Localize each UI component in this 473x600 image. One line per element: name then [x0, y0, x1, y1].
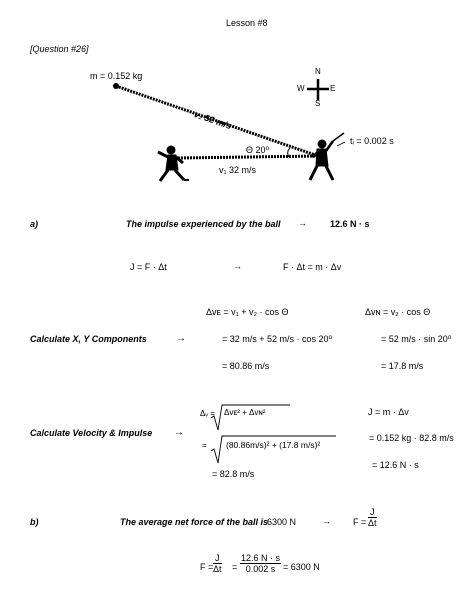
east-result: = 80.86 m/s	[222, 361, 270, 371]
part-b-arrow: →	[322, 516, 331, 526]
v2-label: v₂ 52 m/s	[192, 109, 233, 132]
delta-v-result: = 82.8 m/s	[212, 469, 255, 479]
east-substitution: = 32 m/s + 52 m/s · cos 20⁰	[222, 334, 333, 344]
delta-v-radicand-values: (80.86m/s)² + (17.8 m/s)²	[226, 440, 321, 450]
components-arrow: →	[176, 333, 186, 344]
north-result: = 17.8 m/s	[381, 361, 424, 371]
part-b-letter: b)	[30, 517, 39, 527]
impulse-substitution: = 0.152 kg · 82.8 m/s	[369, 433, 454, 443]
compass-icon	[307, 79, 329, 100]
page-title: Lesson #8	[226, 18, 268, 28]
part-b-value: 6300 N	[267, 517, 297, 527]
components-label: Calculate X, Y Components	[30, 334, 147, 344]
final-fraction-2	[240, 553, 281, 574]
part-a-arrow: →	[298, 218, 307, 228]
pitcher-icon	[158, 146, 189, 181]
impulse-formula: J = F · Δt	[130, 262, 167, 272]
ball-icon	[113, 83, 119, 89]
force-fraction	[368, 507, 377, 528]
v1-path-line	[178, 156, 318, 158]
mass-label: m = 0.152 kg	[90, 71, 143, 81]
delta-v-lhs: Δᵥ =	[200, 409, 215, 418]
v1-label: v₁ 32 m/s	[219, 165, 257, 175]
final-fraction-1-den: Δt	[213, 564, 222, 574]
delta-v-radicand: Δvᴇ² + Δvɴ²	[224, 408, 266, 417]
compass-north: N	[315, 67, 321, 76]
part-a-letter: a)	[30, 219, 39, 229]
north-substitution: = 52 m/s · sin 20⁰	[381, 334, 452, 344]
impulse-result: = 12.6 N · s	[372, 460, 419, 470]
impulse-formula-2: J = m · Δv	[368, 407, 409, 417]
east-formula: Δvᴇ = v₁ + v₂ · cos Θ	[206, 307, 289, 317]
final-fraction-1-num: J	[213, 553, 222, 564]
velocity-label: Calculate Velocity & Impulse	[30, 428, 153, 438]
angle-label: Θ 20⁰	[246, 145, 270, 155]
part-b-statement: The average net force of the ball is	[120, 517, 269, 527]
force-fraction-den: Δt	[368, 518, 377, 528]
force-lhs: F =	[353, 517, 367, 527]
part-a-answer: 12.6 N · s	[330, 219, 370, 229]
question-number: [Question #26]	[30, 44, 89, 54]
final-fraction-1	[213, 553, 222, 574]
impulse-momentum-formula: F · Δt = m · Δv	[283, 262, 342, 272]
velocity-arrow: →	[174, 427, 184, 438]
final-fraction-2-num: 12.6 N · s	[241, 553, 281, 563]
time-label: tᵢ = 0.002 s	[350, 136, 394, 146]
compass-west: W	[297, 84, 305, 93]
compass-east: E	[330, 84, 336, 93]
compass-south: S	[315, 99, 321, 108]
final-equals: =	[232, 562, 238, 572]
delta-v-eq2: =	[202, 441, 207, 450]
force-fraction-num: J	[368, 507, 377, 518]
north-formula: Δvɴ = v₂ · cos Θ	[365, 307, 431, 317]
final-lhs: F =	[200, 562, 214, 572]
final-result: = 6300 N	[283, 562, 320, 572]
formula-arrow: →	[233, 261, 242, 271]
final-fraction-2-den: 0.002 s	[245, 564, 276, 574]
part-a-statement: The impulse experienced by the ball	[126, 219, 281, 229]
